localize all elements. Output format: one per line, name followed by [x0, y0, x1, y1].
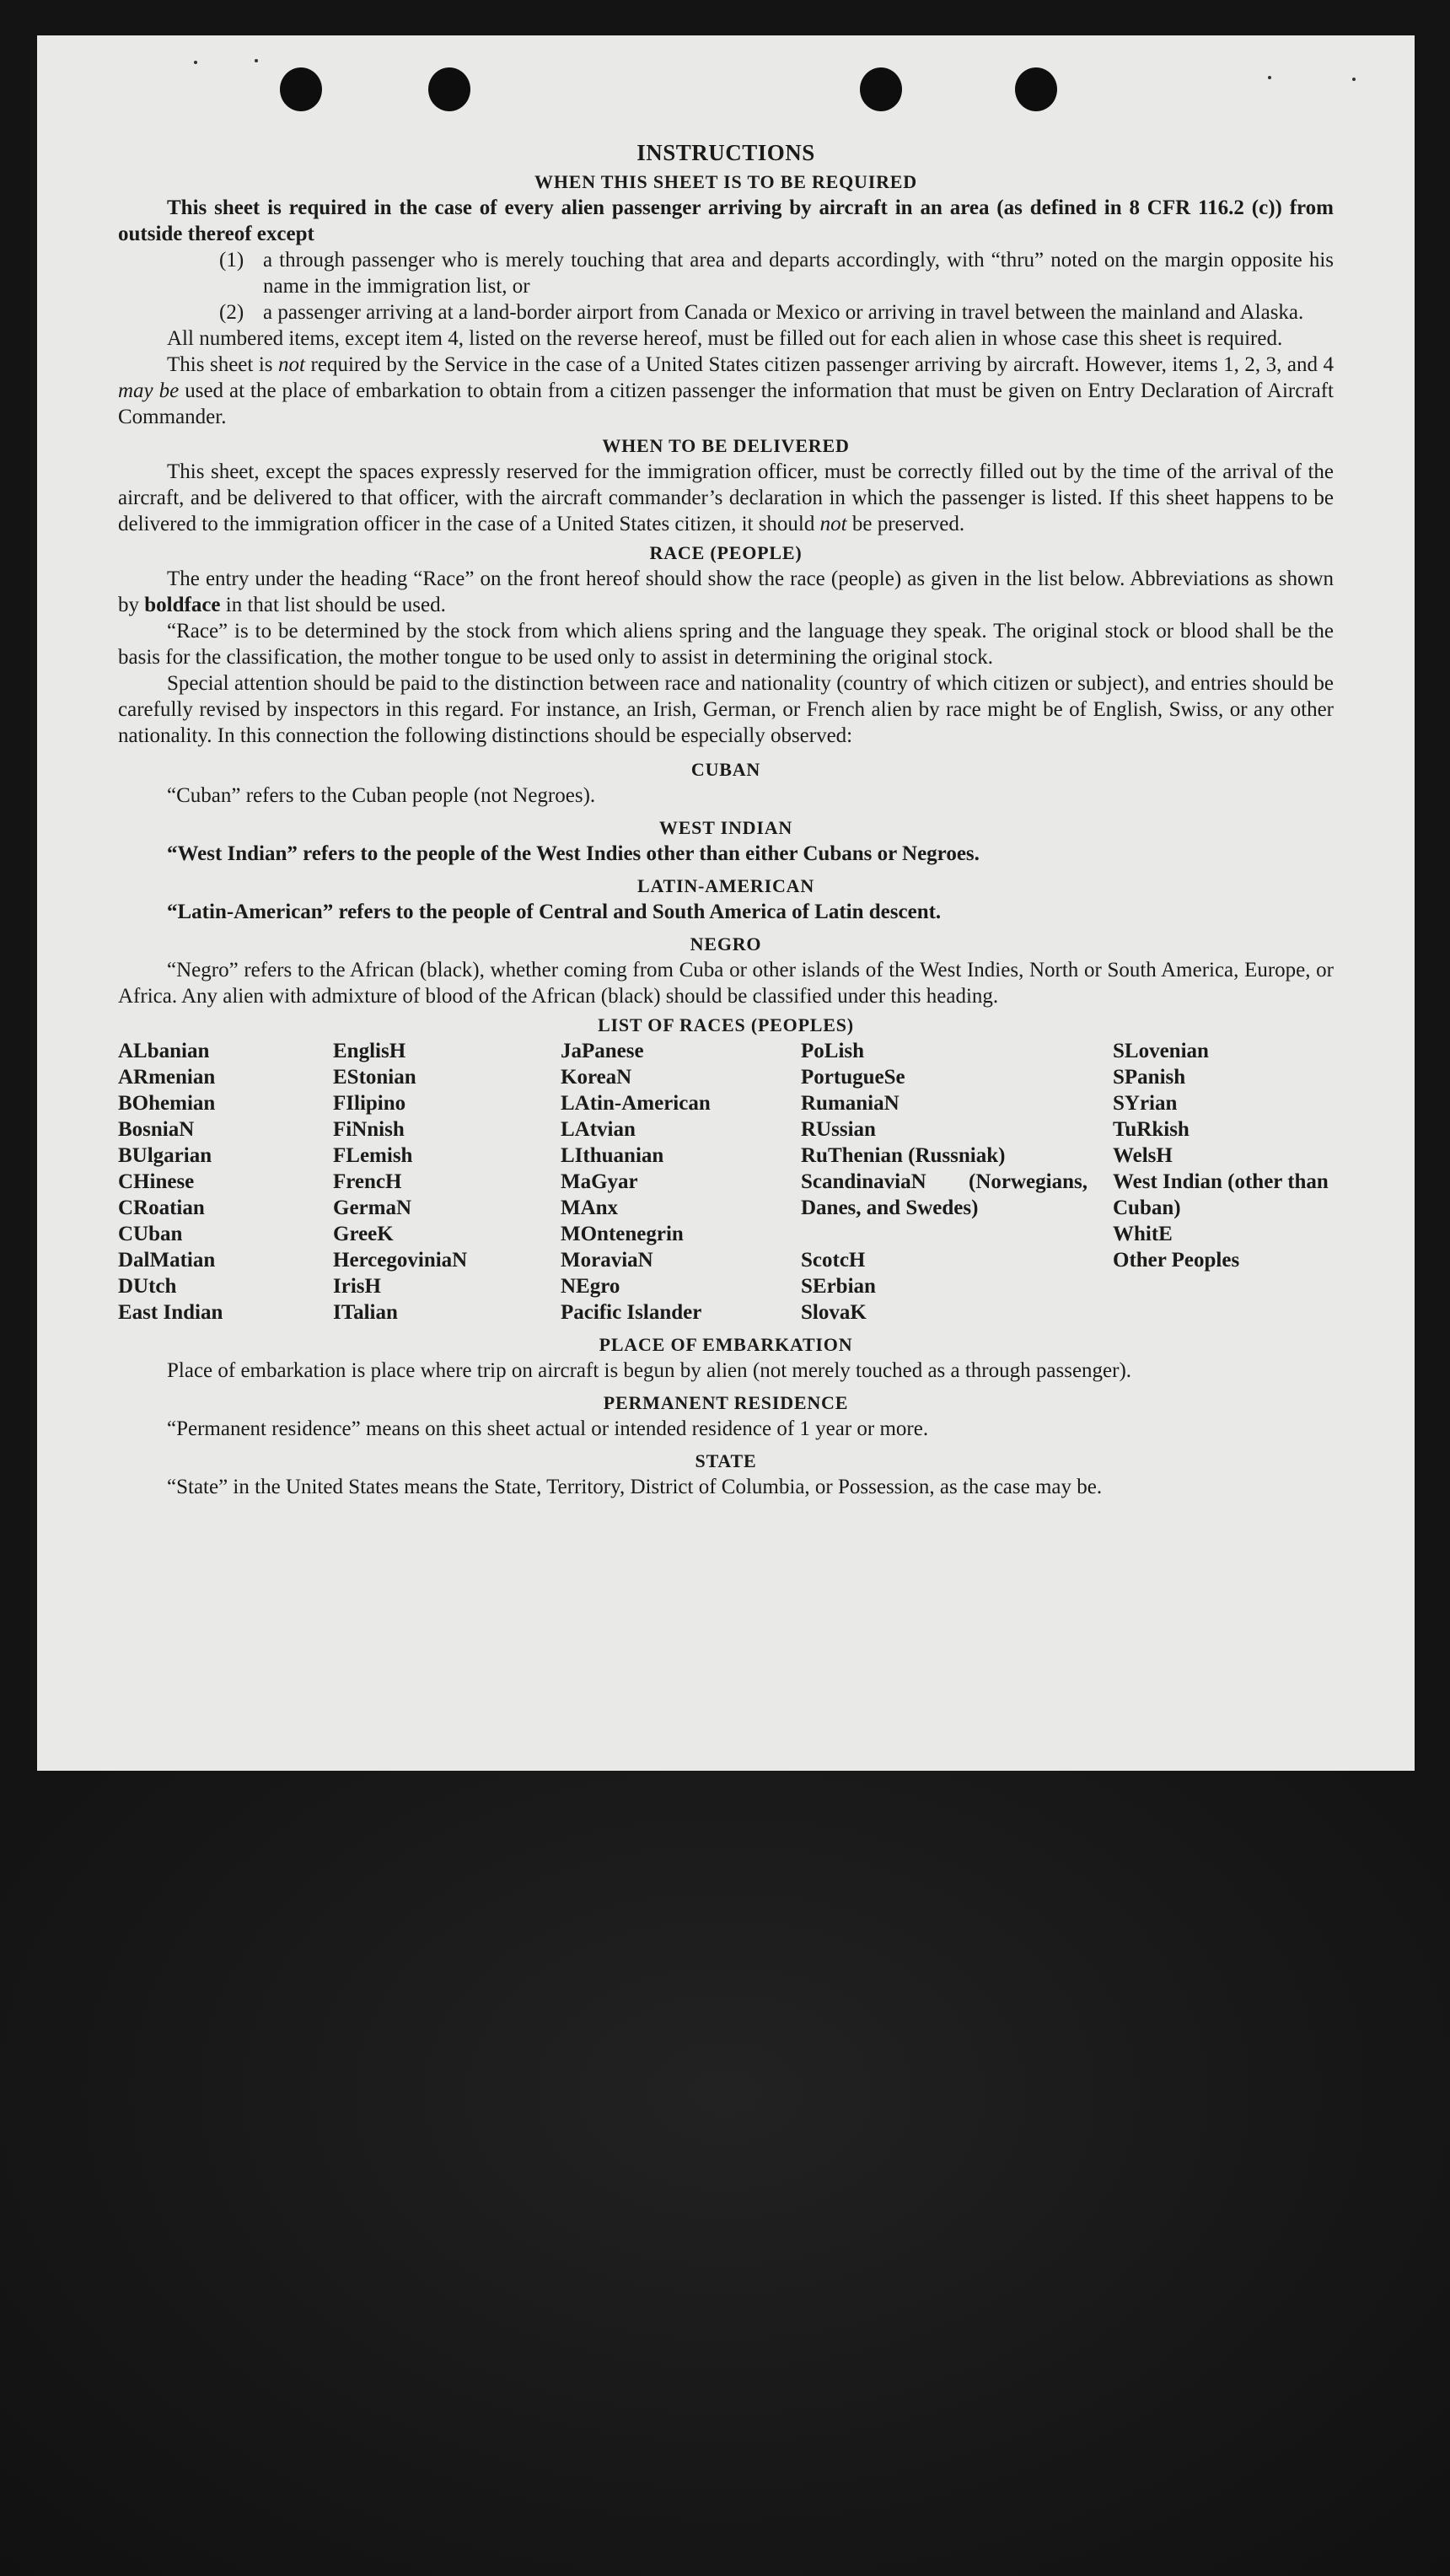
item-text: a passenger arriving at a land-border airport from Canada or Mexico or arriving in travel between the mainland and Alaska. [263, 301, 1304, 324]
punch-hole [280, 67, 322, 111]
paragraph-negro: “Negro” refers to the African (black), whether coming from Cuba or other islands of the West Indies, North or South America, Europe, or Africa. Any alien with admixture of blood of the African (black) should be classified under this heading. [118, 959, 1334, 1008]
race-entry: RuThenian (Russniak) [801, 1144, 1006, 1167]
document-title: INSTRUCTIONS [636, 140, 815, 165]
race-entry: MAnx [561, 1197, 619, 1219]
punch-hole [428, 67, 470, 111]
dark-background-area [0, 1771, 1450, 2576]
emphasis-not: not [278, 353, 305, 376]
boldface-word: boldface [144, 594, 221, 616]
race-entry: FIlipino [333, 1092, 406, 1115]
race-entry: SlovaK [801, 1301, 867, 1324]
race-entry: SErbian [801, 1275, 876, 1298]
race-entry: RUssian [801, 1118, 876, 1141]
race-entry: JaPanese [561, 1040, 644, 1062]
item-number: (2) [219, 301, 244, 324]
text-span: The entry under the heading “Race” on the front hereof should show the race (people) as given in the list below. Abbreviations as shown by [118, 567, 1334, 616]
paragraph-cuban: “Cuban” refers to the Cuban people (not Negroes). [167, 784, 596, 807]
paragraph-numbered-items: All numbered items, except item 4, listed on the reverse hereof, must be filled out for each alien in whose case this sheet is required. [167, 327, 1283, 350]
race-entry: WelsH [1113, 1144, 1173, 1167]
punch-hole [1015, 67, 1057, 111]
punch-hole [860, 67, 902, 111]
text-span: used at the place of embarkation to obtain from a citizen passenger the information that must be given on Entry Declaration of Aircraft Commander. [118, 379, 1335, 428]
speck [1352, 78, 1356, 81]
text-span: required by the Service in the case of a United States citizen passenger arriving by aircraft. However, items 1, 2, 3, and 4 [305, 353, 1334, 376]
list-item-exception-2 [118, 299, 1334, 325]
heading-latin-american: LATIN-AMERICAN [636, 875, 815, 896]
speck [1268, 76, 1271, 79]
speck [255, 59, 258, 62]
race-entry: MaGyar [561, 1170, 638, 1193]
text-span: This sheet, except the spaces expressly reserved for the immigration officer, must be correctly filled out by the time of the arrival of the aircraft, and be delivered to that officer, with the aircraft commander’s declaration in which the passenger is listed. If this sheet happens to be delivered to the immigration officer in the case of a United States citizen, it should [118, 460, 1334, 535]
race-entry: CHinese [118, 1170, 195, 1193]
heading-embarkation: PLACE OF EMBARKATION [599, 1334, 853, 1355]
race-entry: DalMatian [118, 1249, 216, 1272]
race-entry: LAtin-American [561, 1092, 711, 1115]
race-entry: SPanish [1113, 1066, 1186, 1089]
paragraph-delivery [118, 459, 1334, 537]
race-entry [1113, 1247, 1330, 1273]
item-number: (1) [219, 249, 244, 272]
races-list [118, 1038, 1334, 1326]
heading-west-indian: WEST INDIAN [658, 817, 793, 838]
race-entry: NEgro [561, 1275, 620, 1298]
text-span: be preserved. [846, 513, 965, 535]
paragraph-race-nationality: Special attention should be paid to the distinction between race and nationality (country of which citizen or subject), and entries should be carefully revised by inspectors in this regard. For instance, an Irish, German, or French alien by race might be of English, Swiss, or any other nationality. In this connection the following distinctions should be especially observed: [118, 672, 1334, 747]
race-entry: LIthuanian [561, 1144, 664, 1167]
paragraph-race-definition: “Race” is to be determined by the stock from which aliens spring and the language they speak. The original stock or blood shall be the basis for the classification, the mother tongue to be used only to assist in determining the original stock. [118, 620, 1334, 669]
race-entry: East Indian [118, 1301, 223, 1324]
paragraph-race-entry [118, 566, 1334, 618]
race-entry: FLemish [333, 1144, 413, 1167]
race-entry [1113, 1273, 1330, 1299]
paragraph-residence: “Permanent residence” means on this sheet actual or intended residence of 1 year or more. [167, 1417, 929, 1440]
race-entry: ARmenian [118, 1066, 216, 1089]
race-entry: EStonian [333, 1066, 416, 1089]
race-entry: GermaN [333, 1197, 412, 1219]
item-text: a through passenger who is merely touching that area and departs accordingly, with “thru” noted on the margin opposite his name in the immigration list, or [263, 249, 1334, 298]
race-entry: DUtch [118, 1275, 177, 1298]
paragraph-embarkation: Place of embarkation is place where trip on aircraft is begun by alien (not merely touched as a through passenger). [167, 1359, 1132, 1382]
race-entry: KoreaN [561, 1066, 632, 1089]
race-entry: Other Peoples [1113, 1249, 1240, 1272]
document-sheet [37, 35, 1415, 1771]
heading-negro: NEGRO [690, 933, 762, 955]
speck [194, 61, 197, 64]
race-entry: PortugueSe [801, 1066, 905, 1089]
race-entry: PoLish [801, 1040, 865, 1062]
race-entry: MOntenegrin [561, 1223, 684, 1245]
text-span: This sheet is [167, 353, 279, 376]
heading-race: RACE (PEOPLE) [649, 542, 803, 563]
race-entry: BosniaN [118, 1118, 195, 1141]
race-entry: Pacific Islander [561, 1301, 702, 1324]
race-entry: EnglisH [333, 1040, 406, 1062]
paragraph-west-indian: “West Indian” refers to the people of the West Indies other than either Cubans or Negroes. [167, 842, 980, 865]
race-entry: HercegoviniaN [333, 1249, 468, 1272]
race-entry: CRoatian [118, 1197, 205, 1219]
paragraph-latin-american: “Latin-American” refers to the people of Central and South America of Latin descent. [167, 901, 942, 923]
race-entry: ScotcH [801, 1249, 866, 1272]
heading-when-delivered: WHEN TO BE DELIVERED [602, 435, 850, 456]
heading-list-of-races: LIST OF RACES (PEOPLES) [598, 1014, 854, 1035]
paragraph-citizen-exception [118, 352, 1334, 430]
heading-state: STATE [695, 1450, 757, 1471]
race-entry: ALbanian [118, 1040, 210, 1062]
emphasis-may-be: may be [118, 379, 180, 402]
paragraph-state: “State” in the United States means the State, Territory, District of Columbia, or Possession, as the case may be. [167, 1476, 1103, 1498]
race-entry: TuRkish [1113, 1118, 1190, 1141]
race-entry [1113, 1299, 1330, 1326]
text-span: in that list should be used. [220, 594, 446, 616]
race-entry: FiNnish [333, 1118, 405, 1141]
heading-residence: PERMANENT RESIDENCE [603, 1392, 849, 1413]
race-entry: SLovenian [1113, 1040, 1209, 1062]
race-entry: West Indian (other than Cuban) [1113, 1170, 1329, 1219]
race-entry: BOhemian [118, 1092, 216, 1115]
race-entry: IrisH [333, 1275, 381, 1298]
race-entry: GreeK [333, 1223, 394, 1245]
race-entry: BUlgarian [118, 1144, 212, 1167]
list-item-exception-1 [118, 247, 1334, 299]
race-entry: CUban [118, 1223, 183, 1245]
emphasis-not: not [819, 513, 847, 535]
race-entry: WhitE [1113, 1223, 1173, 1245]
race-entry: ScandinaviaN (Norwegians, Danes, and Swedes) [801, 1170, 1088, 1219]
heading-cuban: CUBAN [690, 759, 761, 780]
race-entry: FrencH [333, 1170, 402, 1193]
race-entry: RumaniaN [801, 1092, 900, 1115]
heading-when-required: WHEN THIS SHEET IS TO BE REQUIRED [534, 171, 917, 192]
race-entry: MoraviaN [561, 1249, 653, 1272]
race-entry: SYrian [1113, 1092, 1178, 1115]
race-entry: LAtvian [561, 1118, 636, 1141]
race-entry: ITalian [333, 1301, 398, 1324]
paragraph-required-intro: This sheet is required in the case of every alien passenger arriving by aircraft in an area (as defined in 8 CFR 116.2 (c)) from outside thereof except [118, 196, 1334, 245]
